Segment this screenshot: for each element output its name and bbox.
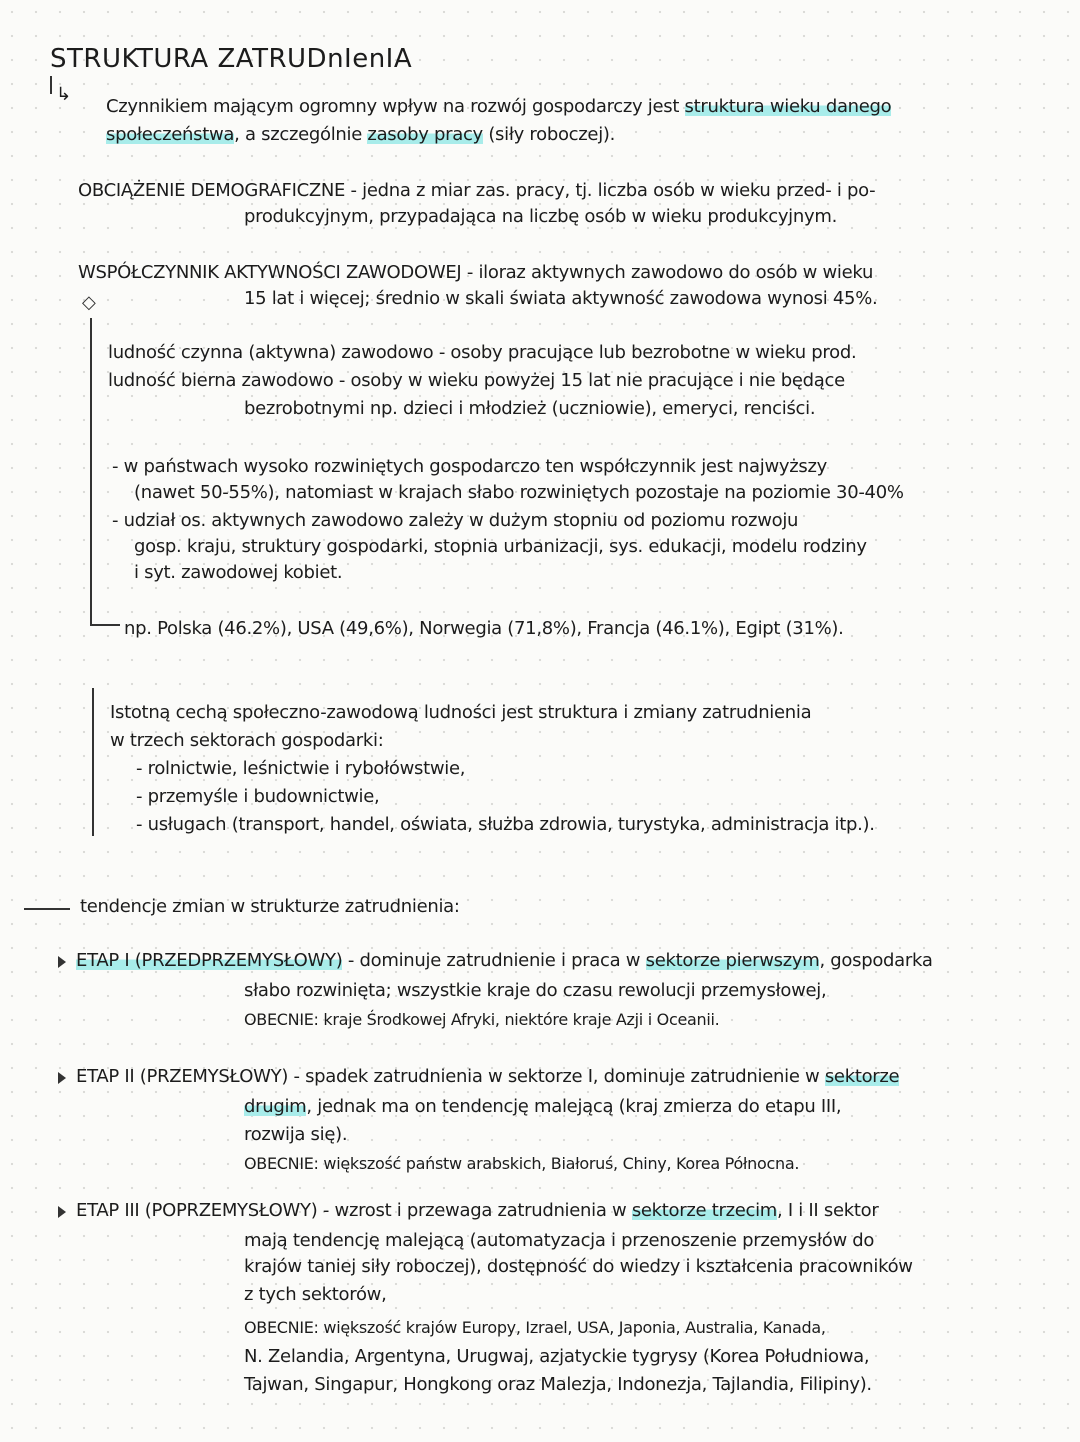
etap2-line-1 [76, 1066, 899, 1087]
ludnosc-line-1: ludność czynna (aktywna) zawodowo - osoby pracujące lub bezrobotne w wieku prod. [108, 342, 857, 363]
list-line-4: gosp. kraju, struktury gospodarki, stopnia urbanizacji, sys. edukacji, modelu rodziny [134, 536, 867, 557]
etap1-label: ETAP I (PRZEDPRZEMYSŁOWY) [76, 950, 343, 971]
tendencje-heading: tendencje zmian w strukturze zatrudnienia: [80, 896, 460, 917]
examples-line: np. Polska (46.2%), USA (49,6%), Norwegia (71,8%), Francja (46.1%), Egipt (31%). [124, 618, 844, 639]
intro-text-3: (siły roboczej). [482, 124, 616, 145]
etap1-text-1: - dominuje zatrudnienie i praca w [342, 950, 646, 971]
ludnosc-line-2: ludność bierna zawodowo - osoby w wieku powyżej 15 lat nie pracujące i nie będące [108, 370, 845, 391]
etap3-text-1: - wzrost i przewaga zatrudnienia w [317, 1200, 632, 1221]
diamond-icon: ◇ [82, 292, 96, 313]
sektory-line-3: - rolnictwie, leśnictwie i rybołówstwie, [136, 758, 466, 779]
wspolczynnik-line-1: WSPÓŁCZYNNIK AKTYWNOŚCI ZAWODOWEJ - iloraz aktywnych zawodowo do osób w wieku [78, 262, 874, 283]
ludnosc-line-3: bezrobotnymi np. dzieci i młodzież (uczniowie), emeryci, renciści. [244, 398, 816, 419]
etap3-line-7: Tajwan, Singapur, Hongkong oraz Malezja, Indonezja, Tajlandia, Filipiny). [244, 1374, 872, 1395]
etap2-line-2 [244, 1096, 841, 1117]
intro-highlight-struktura: struktura wieku danego [684, 96, 892, 117]
etap3-line-5: OBECNIE: większość krajów Europy, Izrael, USA, Japonia, Australia, Kanada, [244, 1318, 826, 1337]
etap2-highlight-1: sektorze [824, 1066, 900, 1087]
sektory-line-4: - przemyśle i budownictwie, [136, 786, 380, 807]
sektory-line-1: Istotną cechą społeczno-zawodową ludności jest struktura i zmiany zatrudnienia [110, 702, 812, 723]
bullet-icon [58, 1206, 66, 1218]
etap3-line-6: N. Zelandia, Argentyna, Urugwaj, azjatyckie tygrysy (Korea Południowa, [244, 1346, 870, 1367]
wspolczynnik-line-2: 15 lat i więcej; średnio w skali świata aktywność zawodowa wynosi 45%. [244, 288, 878, 309]
list-line-1: - w państwach wysoko rozwiniętych gospodarczo ten współczynnik jest najwyższy [112, 456, 827, 477]
list-line-5: i syt. zawodowej kobiet. [134, 562, 343, 583]
intro-highlight-zasoby: zasoby pracy [367, 124, 483, 145]
sektory-bracket [92, 688, 94, 836]
etap1-line-3: OBECNIE: kraje Środkowej Afryki, niektóre kraje Azji i Oceanii. [244, 1010, 720, 1029]
etap2-text-2: , jednak ma on tendencję malejącą (kraj zmierza do etapu III, [306, 1096, 842, 1117]
etap2-line-3: rozwija się). [244, 1124, 348, 1145]
bullet-icon [58, 956, 66, 968]
list-line-2: (nawet 50-55%), natomiast w krajach słabo rozwiniętych pozostaje na poziomie 30-40% [134, 482, 904, 503]
bullet-icon [58, 1072, 66, 1084]
intro-text-1: Czynnikiem mającym ogromny wpływ na rozwój gospodarczy jest [106, 96, 685, 117]
etap1-line-1 [76, 950, 933, 971]
etap3-text-2: , I i II sektor [777, 1200, 879, 1221]
etap3-line-4: z tych sektorów, [244, 1284, 387, 1305]
obciazenie-line-1: OBCIĄŻENIE DEMOGRAFICZNE - jedna z miar zas. pracy, tj. liczba osób w wieku przed- i po- [78, 180, 876, 201]
etap2-line-4: OBECNIE: większość państw arabskich, Białoruś, Chiny, Korea Północna. [244, 1154, 800, 1173]
etap2-text-1: - spadek zatrudnienia w sektorze I, dominuje zatrudnienie w [288, 1066, 825, 1087]
etap3-line-2: mają tendencję malejącą (automatyzacja i przenoszenie przemysłów do [244, 1230, 875, 1251]
intro-line-2 [106, 124, 615, 145]
intro-line-1 [106, 96, 891, 117]
etap3-highlight: sektorze trzecim [631, 1200, 778, 1221]
arrow-stem [50, 76, 52, 94]
etap3-line-3: krajów taniej siły roboczej), dostępność do wiedzy i kształcenia pracowników [244, 1256, 913, 1277]
etap1-highlight: sektorze pierwszym [645, 950, 820, 971]
obciazenie-line-2: produkcyjnym, przypadająca na liczbę osób w wieku produkcyjnym. [244, 206, 837, 227]
intro-text-2: , a szczególnie [234, 124, 368, 145]
arrow-right-icon: ↳ [56, 84, 72, 105]
intro-highlight-spoleczenstwa: społeczeństwa [106, 124, 235, 145]
etap3-line-1 [76, 1200, 878, 1221]
etap3-label: ETAP III (POPRZEMYSŁOWY) [76, 1200, 318, 1221]
bracket-foot [90, 624, 120, 626]
sektory-line-5: - usługach (transport, handel, oświata, służba zdrowia, turystyka, administracja itp.). [136, 814, 875, 835]
page-title: STRUKTURA ZATRUDnIenIA [50, 44, 413, 74]
etap2-label: ETAP II (PRZEMYSŁOWY) [76, 1066, 289, 1087]
etap2-highlight-2: drugim [244, 1096, 307, 1117]
etap1-line-2: słabo rozwinięta; wszystkie kraje do czasu rewolucji przemysłowej, [244, 980, 827, 1001]
etap1-text-2: , gospodarka [819, 950, 933, 971]
sektory-line-2: w trzech sektorach gospodarki: [110, 730, 384, 751]
list-line-3: - udział os. aktywnych zawodowo zależy w dużym stopniu od poziomu rozwoju [112, 510, 799, 531]
bracket-line [90, 318, 92, 626]
tendencje-dash [24, 908, 70, 910]
